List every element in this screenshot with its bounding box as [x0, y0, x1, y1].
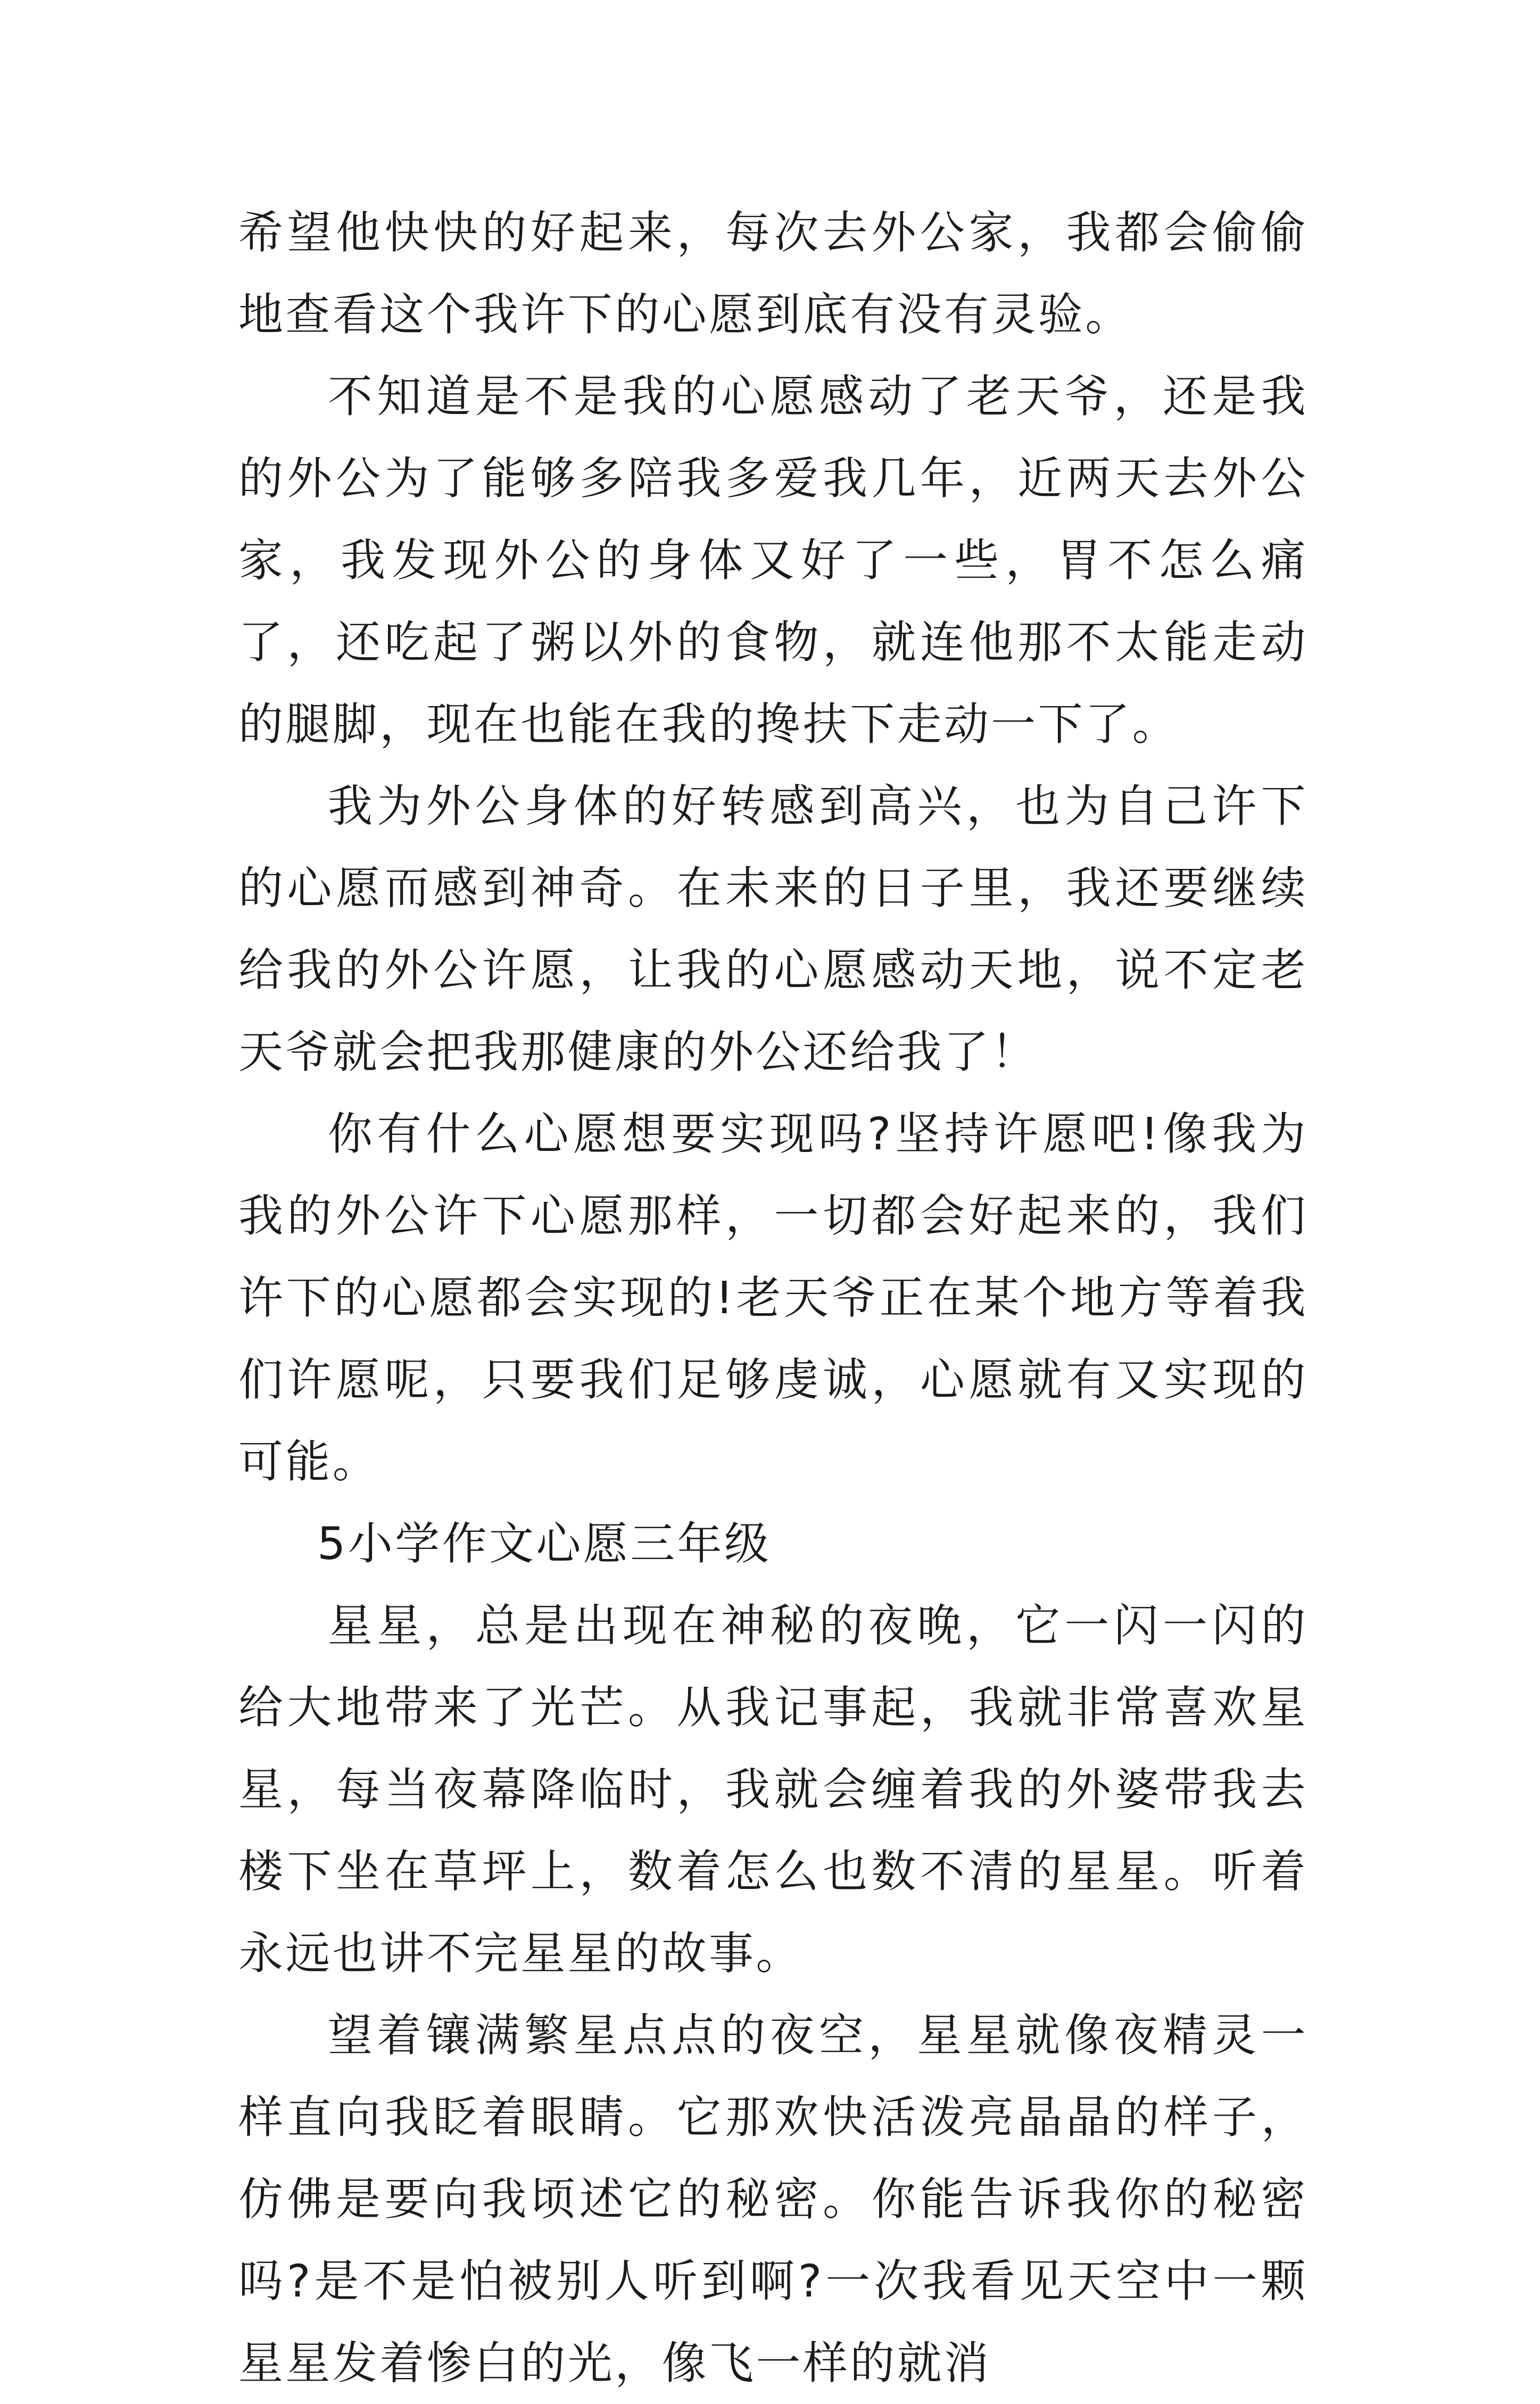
paragraph: 星星，总是出现在神秘的夜晚，它一闪一闪的给大地带来了光芒。从我记事起，我就非常喜欢星星，每当夜幕降临时，我就会缠着我的外婆带我去楼下坐在草坪上，数着怎么也数不清的星星。听着永远也讲不完星星的故事。 [238, 1599, 1308, 1979]
paragraph: 我为外公身体的好转感到高兴，也为自己许下的心愿而感到神奇。在未来的日子里，我还要继续给我的外公许愿，让我的心愿感动天地，说不定老天爷就会把我那健康的外公还给我了！ [238, 780, 1308, 1078]
document-body [238, 192, 1308, 2404]
paragraph: 不知道是不是我的心愿感动了老天爷，还是我的外公为了能够多陪我多爱我几年，近两天去外公家，我发现外公的身体又好了一些，胃不怎么痛了，还吃起了粥以外的食物，就连他那不太能走动的腿脚，现在也能在我的搀扶下走动一下了。 [238, 370, 1308, 750]
paragraph: 你有什么心愿想要实现吗?坚持许愿吧!像我为我的外公许下心愿那样，一切都会好起来的，我们许下的心愿都会实现的!老天爷正在某个地方等着我们许愿呢，只要我们足够虔诚，心愿就有又实现的可能。 [238, 1108, 1308, 1488]
paragraph: 望着镶满繁星点点的夜空，星星就像夜精灵一样直向我眨着眼睛。它那欢快活泼亮晶晶的样子，仿佛是要向我顷述它的秘密。你能告诉我你的秘密吗?是不是怕被别人听到啊?一次我看见天空中一颗星星发着惨白的光，像飞一样的就消 [238, 2009, 1308, 2389]
paragraph-continued: 希望他快快的好起来，每次去外公家，我都会偷偷地查看这个我许下的心愿到底有没有灵验。 [238, 206, 1308, 341]
section-heading: 5小学作文心愿三年级 [317, 1518, 772, 1570]
